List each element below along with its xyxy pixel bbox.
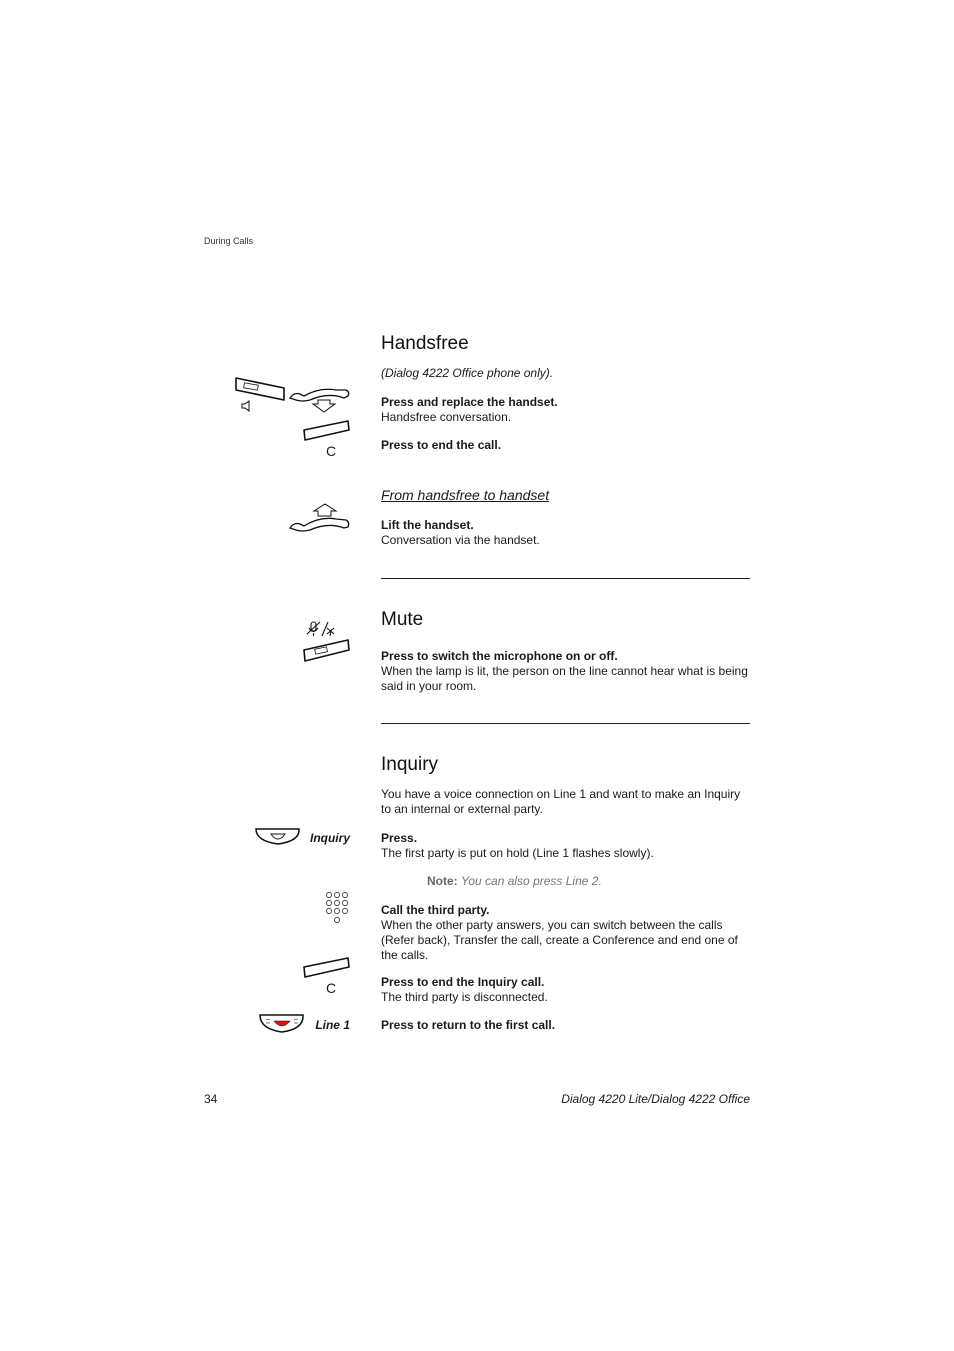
note (427, 874, 602, 888)
step-instruction: Press. (381, 831, 418, 845)
step-instruction: Call the third party. (381, 903, 490, 917)
step-description: When the lamp is lit, the person on the line cannot hear what is being said in your room. (381, 664, 748, 693)
section-title-mute: Mute (381, 609, 424, 630)
step-description: The third party is disconnected. (381, 990, 548, 1004)
step-instruction: Press to switch the microphone on or off. (381, 649, 618, 663)
clear-key-icon (302, 420, 352, 442)
clear-key-icon (302, 957, 352, 979)
inquiry-step-return (381, 1018, 751, 1033)
handsfree-step-end (381, 438, 751, 453)
section-title-inquiry: Inquiry (381, 754, 439, 775)
inquiry-intro: You have a voice connection on Line 1 and want to make an Inquiry to an internal or external party. (381, 787, 741, 816)
step-description: When the other party answers, you can switch between the calls (Refer back), Transfer the call, create a Conference and end one of the calls. (381, 918, 738, 962)
clear-key-label: C (326, 443, 337, 459)
step-description: Conversation via the handset. (381, 533, 540, 547)
line1-key-icon (258, 1013, 306, 1035)
step-description: Handsfree conversation. (381, 410, 512, 424)
section-divider (381, 723, 750, 724)
speaker-key-icon (234, 376, 286, 414)
line1-key-label: Line 1 (315, 1018, 350, 1032)
inquiry-step-end (381, 975, 751, 1005)
step-instruction: Press to end the Inquiry call. (381, 975, 545, 989)
mute-step (381, 649, 751, 694)
clear-key-label: C (326, 980, 337, 996)
step-instruction: Lift the handset. (381, 518, 474, 532)
inquiry-key-label: Inquiry (309, 831, 350, 845)
step-instruction: Press to return to the first call. (381, 1018, 556, 1032)
page-number: 34 (204, 1092, 218, 1106)
replace-handset-icon (288, 384, 352, 414)
handsfree-step-replace (381, 395, 751, 425)
handsfree-note: (Dialog 4222 Office phone only). (381, 366, 554, 380)
note-label: Note: (427, 874, 458, 888)
step-instruction: Press and replace the handset. (381, 395, 558, 409)
section-divider (381, 578, 750, 579)
footer-product: Dialog 4220 Lite/Dialog 4222 Office (561, 1092, 750, 1106)
inquiry-step-call (381, 903, 751, 963)
keypad-icon (324, 890, 352, 926)
inquiry-step-press (381, 831, 751, 861)
running-header: During Calls (204, 236, 254, 246)
subsection-title: From handsfree to handset (381, 487, 550, 503)
lift-handset-icon (288, 504, 352, 534)
step-instruction: Press to end the call. (381, 438, 502, 452)
mute-key-icon (300, 620, 352, 666)
step-description: The first party is put on hold (Line 1 flashes slowly). (381, 846, 654, 860)
note-text: You can also press Line 2. (461, 874, 602, 888)
section-title-handsfree: Handsfree (381, 333, 469, 354)
inquiry-key-icon (254, 827, 302, 847)
handsfree-step-lift (381, 518, 751, 548)
